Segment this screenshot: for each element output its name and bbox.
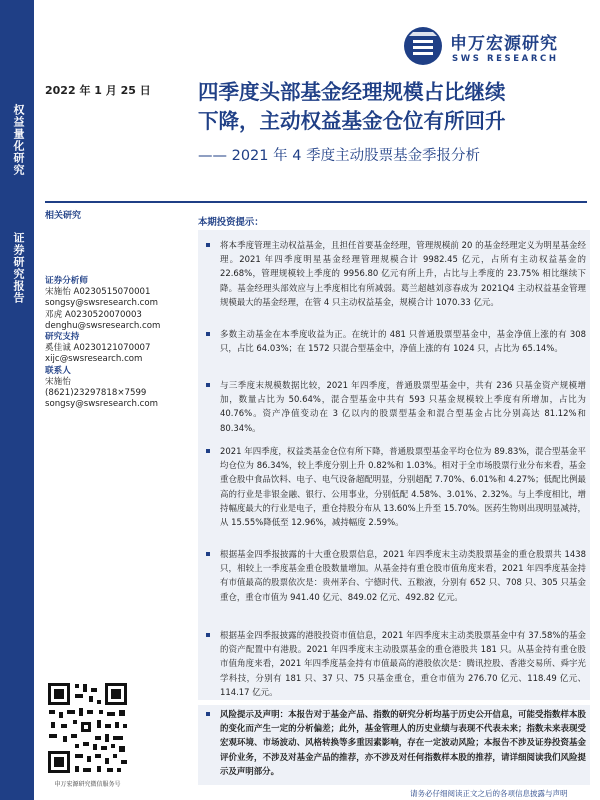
footer-disclosure-note: 请务必仔细阅读正文之后的各项信息披露与声明 (410, 789, 568, 798)
report-title-line1: 四季度头部基金经理规模占比继续 (198, 80, 506, 104)
logo-mark-icon (403, 26, 443, 66)
highlight-item: 与三季度末规模数据比较，2021 年四季度，普通股票型基金中，共有 236 只基金资产规模增加，数量占比为 50.64%，混合型基金中共有 593 只基金规模较上季度有所增加，占比为 40.76%。资产净值变动在 3 亿以内的股票型基金和混合型基金占比分别高达 81.12%和 80.34%。 (198, 378, 590, 435)
left-side-band (0, 0, 34, 800)
analyst-email[interactable]: songsy@swsresearch.com (45, 298, 159, 309)
logo-text-en: SWS RESEARCH (452, 54, 559, 64)
sidebar-section-report-type: 证券研究报告 (12, 232, 25, 304)
report-title-line2: 下降，主动权益基金仓位有所回升 (198, 109, 506, 133)
analyst-heading: 证券分析师 (45, 276, 88, 286)
highlights-heading: 本期投资提示： (198, 217, 264, 228)
support-line: 奚佳诚 A0230121070007 (45, 343, 151, 354)
related-research-heading: 相关研究 (45, 211, 82, 221)
highlight-item: 多数主动基金在本季度收益为正。在统计的 481 只普通股票型基金中，基金净值上涨的有 308 只，占比 64.03%；在 1572 只混合型基金中，净值上涨的有 1024 只，占比为 65.14%。 (198, 327, 590, 355)
highlight-item: 根据基金四季报披露的十大重仓股票信息，2021 年四季度末主动类股票基金的重仓股票共 1438 只，相较上一季度基金重仓股数量增加。从基金持有重仓股市值角度来看，2021 年四季度基金持有市值最高的股票依次是：贵州茅台、宁德时代、五粮液，分别有 652 只、708 只、305 只基金重仓，重仓市值为 941.40 亿元、849.02 亿元、492.82 亿元。 (198, 547, 590, 604)
support-heading: 研究支持 (45, 332, 80, 343)
contact-name: 宋施怡 (45, 376, 71, 387)
highlight-item: 根据基金四季报披露的港股投资市值信息，2021 年四季度末主动类股票基金中有 37.58%的基金的资产配置中有港股。2021 年四季度末主动股票基金的重仓港股共 181 只。从基金持有重仓股市值角度来看，2021 年四季度基金持有市值最高的港股依次是：腾讯控股、香港交易所、舜宇光学科技，分别有 181 只、37 只、75 只基金重仓，重仓市值为 276.70 亿元、118.49 亿元、114.17 亿元。 (198, 628, 590, 699)
analyst-line: 宋施怡 A0230515070001 (45, 287, 151, 298)
company-logo (403, 22, 581, 72)
contact-column (45, 276, 190, 410)
report-title (198, 78, 590, 136)
support-email[interactable]: xijc@swsresearch.com (45, 354, 143, 365)
header-divider (45, 201, 587, 203)
contact-phone: (8621)23297818×7599 (45, 388, 147, 399)
report-subtitle: —— 2021 年 4 季度主动股票基金季报分析 (198, 148, 481, 164)
contact-email[interactable]: songsy@swsresearch.com (45, 399, 159, 410)
highlight-item: 将本季度管理主动权益基金，且担任首要基金经理，管理规模前 20 的基金经理定义为明星基金经理。2021 年四季度明星基金经理管理规模合计 9982.45 亿元，占所有主动权益基金的 22.68%，管理规模较上季度的 9956.80 亿元有所上升，占比与上季度的 23.75% 相比继续下降。基金经理头部效应与上季度相比有所减弱。葛兰超越刘彦春成为 2021Q4 主动权益基金管理规模最大的基金经理，在管 4 只主动权益基金，规模合计 1070.33 亿元。 (198, 238, 590, 309)
contact-heading: 联系人 (45, 365, 71, 376)
sidebar-section-quant: 权益量化研究 (12, 104, 25, 176)
analyst-line: 邓虎 A0230520070003 (45, 309, 142, 320)
analyst-email[interactable]: denghu@swsresearch.com (45, 320, 161, 331)
highlight-item: 2021 年四季度，权益类基金仓位有所下降，普通股票型基金平均仓位为 89.83%，混合型基金平均仓位为 86.34%，较上季度分别上升 0.82%和 1.03%。相对于全市场股票行业分布来看，基金重仓股中食品饮料、电子、电气设备超配明显，分别超配 7.70%、6.01%和 4.27%；低配比例最高的行业是非银金融、银行、公用事业，分别低配 4.58%、3.01%、2.32%。与上季度相比，增持幅度最大的行业是电子，重仓持股分布从 13.60%上升至 15.70%。医药生物则出现明显减持，从 15.55%降低至 12.96%，减持幅度 2.59%。 (198, 444, 590, 529)
report-date: 2022 年 1 月 25 日 (45, 84, 151, 97)
risk-disclaimer: 风险提示及声明：本报告对于基金产品、指数的研究分析均基于历史公开信息，可能受指数样本股的变化而产生一定的分析偏差；此外，基金管理人的历史业绩与表现不代表未来；指数未来表现受宏观环境、市场波动、风格转换等多重因素影响，存在一定波动风险；本报告不涉及证券投资基金评价业务，不涉及对基金产品的推荐，亦不涉及对任何指数样本股的推荐，请详细阅读我们风险提示及声明部分。 (198, 705, 590, 785)
highlights-box (198, 230, 590, 700)
logo-text-cn: 申万宏源研究 (450, 34, 558, 54)
qr-caption: 申万宏源研究微信服务号 (54, 781, 121, 788)
qr-code-icon (45, 680, 130, 776)
